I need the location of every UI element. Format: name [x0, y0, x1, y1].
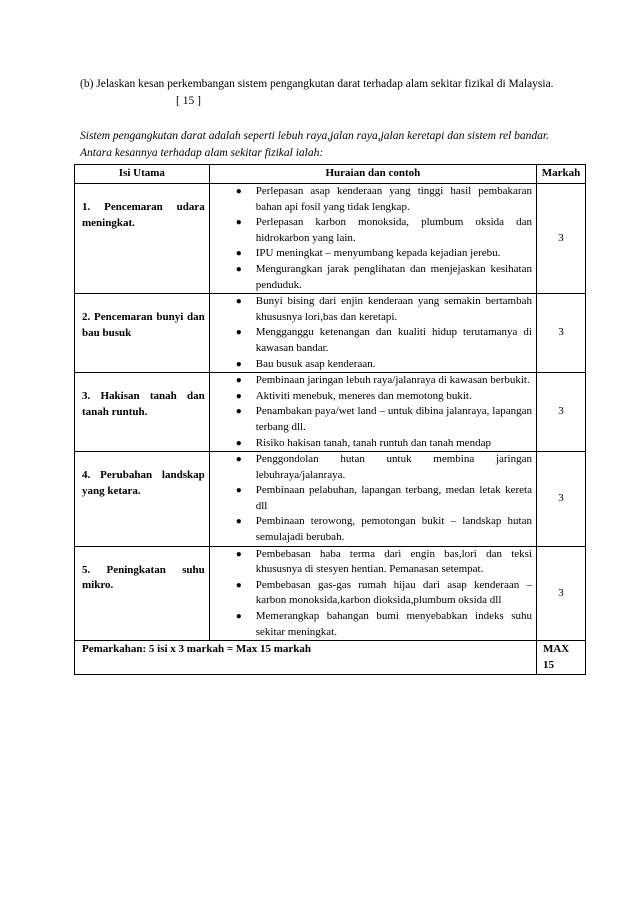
list-item [210, 547, 532, 578]
list-item [210, 514, 532, 545]
huraian-cell [209, 184, 536, 294]
point-text: Risiko hakisan tanah, tanah runtuh dan tanah mendap [255, 436, 491, 449]
point-text: Mengurangkan jarak penglihatan dan menjejaskan kesihatan penduduk. [255, 262, 532, 291]
point-text: Perlepasan karbon monoksida, plumbum oksida dan hidrokarbon yang lain. [255, 216, 532, 244]
list-item [210, 452, 532, 483]
bullet-icon: ● [235, 611, 242, 623]
bullet-icon: ● [235, 375, 242, 387]
list-item [210, 578, 532, 609]
list-item [210, 184, 532, 215]
bullet-icon: ● [235, 358, 242, 370]
list-item [210, 294, 532, 325]
huraian-cell [209, 294, 536, 373]
list-item [210, 215, 532, 246]
point-text: Mengganggu ketenangan dan kualiti hidup terutamanya di kawasan bandar. [255, 326, 532, 354]
bullet-icon: ● [235, 579, 242, 591]
max-label: MAX [542, 643, 570, 656]
bullet-icon: ● [235, 263, 242, 275]
question [80, 76, 570, 110]
point-text: Memerangkap bahangan bumi menyebabkan indeks suhu sekitar meningkat. [255, 610, 532, 638]
summary-text: Pemarkahan: 5 isi x 3 markah = Max 15 markah [75, 641, 537, 675]
point-text: Pembinaan jaringan lebuh raya/jalanraya di kawasan berbukit. [255, 374, 530, 387]
table-row [75, 294, 586, 373]
point-text: Pembinaan pelabuhan, lapangan terbang, medan letak kereta dll [255, 484, 532, 512]
huraian-cell [209, 452, 536, 547]
huraian-cell [209, 373, 536, 452]
bullet-icon: ● [235, 390, 242, 402]
list-item [210, 404, 532, 435]
list-item [210, 483, 532, 514]
bullet-icon: ● [235, 327, 242, 339]
max-value: 15 [542, 658, 554, 671]
table-row [75, 452, 586, 547]
table-row [75, 546, 586, 641]
markah-cell: 3 [536, 294, 585, 373]
header-markah: Markah [536, 165, 585, 184]
bullet-icon: ● [235, 437, 242, 449]
isi-utama-cell: 4. Perubahan landskap yang ketara. [75, 452, 210, 547]
list-item [210, 262, 532, 293]
huraian-cell [209, 546, 536, 641]
intro-paragraph: Sistem pengangkutan darat adalah seperti lebuh raya,jalan raya,jalan keretapi dan sistem rel bandar. Antara kesannya terhadap alam sekitar fizikal ialah: [80, 130, 550, 159]
list-item [210, 357, 532, 373]
header-huraian: Huraian dan contoh [209, 165, 536, 184]
summary-row [75, 641, 586, 675]
bullet-icon: ● [235, 548, 242, 560]
bullet-icon: ● [235, 454, 242, 466]
isi-utama-cell: 2. Pencemaran bunyi dan bau busuk [75, 294, 210, 373]
bullet-icon: ● [235, 516, 242, 528]
markah-cell: 3 [536, 373, 585, 452]
isi-utama-cell: 5. Peningkatan suhu mikro. [75, 546, 210, 641]
bullet-icon: ● [235, 217, 242, 229]
huraian-list [210, 373, 532, 451]
bullet-icon: ● [235, 248, 242, 260]
markah-cell: 3 [536, 546, 585, 641]
header-isi-utama: Isi Utama [75, 165, 210, 184]
huraian-list [210, 547, 532, 641]
list-item [210, 325, 532, 356]
isi-utama-cell: 3. Hakisan tanah dan tanah runtuh. [75, 373, 210, 452]
point-text: Bunyi bising dari enjin kenderaan yang semakin bertambah khususnya lori,bas dan keretapi. [255, 295, 532, 323]
marking-scheme-table [74, 164, 586, 675]
point-text: IPU meningkat – menyumbang kepada kejadian jerebu. [255, 247, 501, 260]
point-text: Pembebasan gas-gas rumah hijau dari asap kenderaan – karbon monoksida,karbon dioksida,plumbum oksida dll [255, 578, 532, 607]
point-text: Penggondolan hutan untuk membina jaringan lebuhraya/jalanraya. [255, 453, 532, 481]
list-item [210, 609, 532, 640]
bullet-icon: ● [235, 186, 242, 197]
bullet-icon: ● [235, 406, 242, 418]
bullet-icon: ● [235, 485, 242, 497]
point-text: Pembebasan haba terma dari engin bas,lori dan teksi khususnya di stesyen hentian. Pemanasan setempat. [255, 547, 532, 576]
huraian-list [210, 294, 532, 372]
markah-cell: 3 [536, 184, 585, 294]
question-text: (b) Jelaskan kesan perkembangan sistem pengangkutan darat terhadap alam sekitar fizikal di Malaysia. [80, 78, 554, 90]
point-text: Aktiviti menebuk, meneres dan memotong bukit. [255, 389, 472, 402]
point-text: Penambakan paya/wet land – untuk dibina jalanraya, lapangan terbang dll. [255, 405, 532, 433]
table-row [75, 184, 586, 294]
point-text: Perlepasan asap kenderaan yang tinggi hasil pembakaran bahan api fosil yang tidak lengkap. [255, 185, 532, 213]
list-item [210, 246, 532, 262]
question-marks: [ 15 ] [176, 95, 201, 107]
huraian-list [210, 452, 532, 546]
table-body [75, 184, 586, 641]
bullet-icon: ● [235, 296, 242, 308]
list-item [210, 389, 532, 405]
isi-utama-cell: 1. Pencemaran udara meningkat. [75, 184, 210, 294]
list-item [210, 436, 532, 452]
huraian-list [210, 184, 532, 293]
table-header-row [75, 165, 586, 184]
list-item [210, 373, 532, 389]
markah-cell: 3 [536, 452, 585, 547]
max-marks [536, 641, 585, 675]
table-row [75, 373, 586, 452]
point-text: Bau busuk asap kenderaan. [255, 357, 376, 370]
point-text: Pembinaan terowong, pemotongan bukit – landskap hutan semulajadi berubah. [255, 515, 532, 544]
